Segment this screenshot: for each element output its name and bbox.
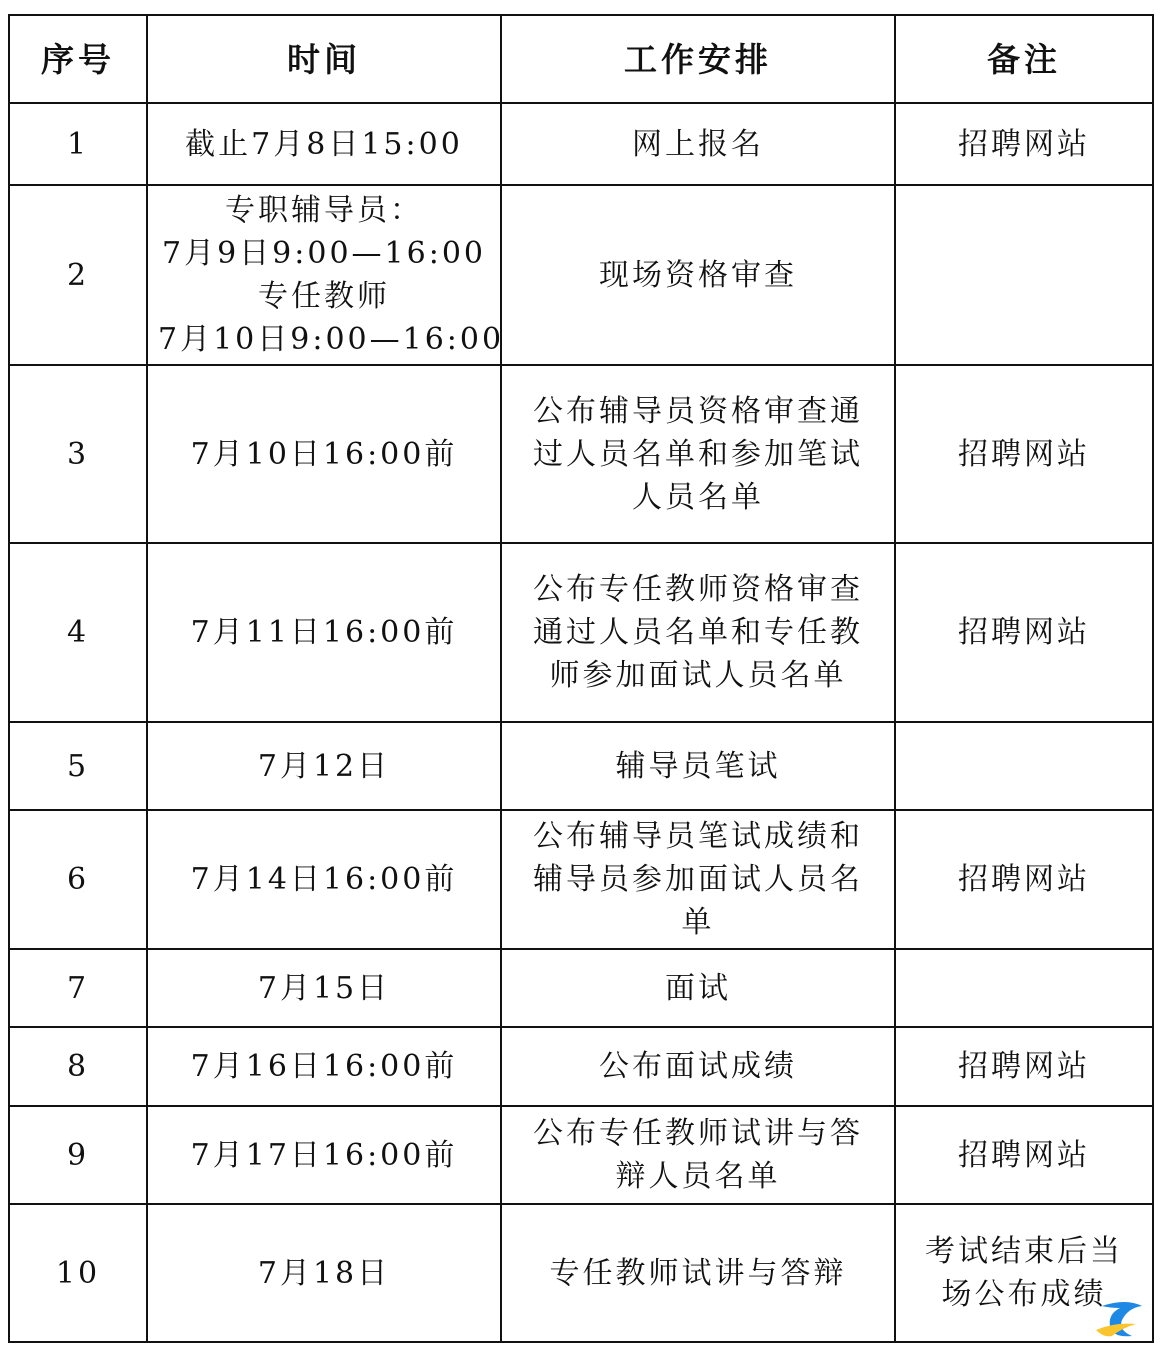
row-time: 7月17日16:00前 bbox=[147, 1106, 501, 1204]
table-row bbox=[9, 1106, 1153, 1204]
row-task: 公布面试成绩 bbox=[501, 1027, 895, 1106]
row-time bbox=[147, 185, 505, 365]
row-note: 招聘网站 bbox=[895, 103, 1153, 185]
task-line: 单 bbox=[681, 905, 715, 940]
watermark-logo-icon bbox=[1092, 1296, 1152, 1342]
row-no: 3 bbox=[9, 365, 147, 543]
row-time: 截止7月8日15:00 bbox=[147, 103, 501, 185]
row-time: 7月15日 bbox=[147, 949, 501, 1027]
header-note: 备注 bbox=[895, 15, 1153, 103]
header-row bbox=[9, 15, 1153, 103]
note-line: 考试结束后当 bbox=[925, 1234, 1123, 1269]
row-note: 招聘网站 bbox=[895, 365, 1153, 543]
row-task bbox=[501, 1106, 895, 1204]
task-line: 辩人员名单 bbox=[615, 1159, 781, 1194]
table-row bbox=[9, 722, 1153, 810]
row-time: 7月16日16:00前 bbox=[147, 1027, 501, 1106]
task-line: 人员名单 bbox=[632, 479, 764, 515]
table-row bbox=[9, 1027, 1153, 1106]
row-no: 7 bbox=[9, 949, 147, 1027]
row-no: 6 bbox=[9, 810, 147, 949]
row-task bbox=[501, 543, 895, 722]
time-line: 7月9日9:00—16:00 bbox=[162, 236, 486, 271]
row-note bbox=[895, 185, 1153, 365]
table-row bbox=[9, 949, 1153, 1027]
row-task bbox=[501, 810, 895, 949]
note-line: 场公布成绩 bbox=[941, 1277, 1107, 1312]
row-no: 5 bbox=[9, 722, 147, 810]
row-no: 9 bbox=[9, 1106, 147, 1204]
row-task: 专任教师试讲与答辩 bbox=[501, 1204, 895, 1342]
table-row bbox=[9, 810, 1153, 949]
table-row bbox=[9, 543, 1153, 722]
table-row bbox=[9, 1204, 1153, 1342]
row-time: 7月11日16:00前 bbox=[147, 543, 501, 722]
row-note: 招聘网站 bbox=[895, 1027, 1153, 1106]
time-line: 专任教师 bbox=[258, 279, 390, 314]
row-task: 辅导员笔试 bbox=[501, 722, 895, 810]
row-time: 7月18日 bbox=[147, 1204, 501, 1342]
header-task: 工作安排 bbox=[501, 15, 895, 103]
row-no: 8 bbox=[9, 1027, 147, 1106]
table-row bbox=[9, 185, 1153, 365]
row-no: 2 bbox=[9, 185, 147, 365]
row-note: 招聘网站 bbox=[895, 543, 1153, 722]
task-line: 通过人员名单和专任教 bbox=[533, 615, 863, 650]
row-task: 网上报名 bbox=[501, 103, 895, 185]
row-no: 10 bbox=[9, 1204, 147, 1342]
table-row bbox=[9, 103, 1153, 185]
time-line: 7月10日9:00—16:00 bbox=[158, 322, 505, 357]
row-task: 面试 bbox=[501, 949, 895, 1027]
task-line: 公布辅导员笔试成绩和 bbox=[533, 819, 863, 854]
task-line: 公布专任教师试讲与答 bbox=[533, 1116, 863, 1151]
row-time: 7月12日 bbox=[147, 722, 501, 810]
task-line: 师参加面试人员名单 bbox=[549, 658, 847, 693]
task-line: 公布专任教师资格审查 bbox=[533, 572, 863, 607]
watermark-swoosh-yellow bbox=[1096, 1324, 1136, 1337]
row-time: 7月10日16:00前 bbox=[147, 365, 501, 543]
row-time: 7月14日16:00前 bbox=[147, 810, 501, 949]
header-time: 时间 bbox=[147, 15, 501, 103]
table-row bbox=[9, 365, 1153, 543]
row-note: 招聘网站 bbox=[895, 1106, 1153, 1204]
header-no: 序号 bbox=[9, 15, 147, 103]
row-task: 现场资格审查 bbox=[501, 185, 895, 365]
time-line: 专职辅导员： bbox=[225, 193, 423, 228]
row-no: 4 bbox=[9, 543, 147, 722]
task-line: 公布辅导员资格审查通 bbox=[533, 393, 863, 429]
row-note bbox=[895, 722, 1153, 810]
row-no: 1 bbox=[9, 103, 147, 185]
row-note: 招聘网站 bbox=[895, 810, 1153, 949]
row-note bbox=[895, 949, 1153, 1027]
task-line: 辅导员参加面试人员名 bbox=[533, 862, 863, 897]
schedule-table bbox=[8, 14, 1154, 1343]
row-task bbox=[501, 365, 895, 543]
task-line: 过人员名单和参加笔试 bbox=[533, 436, 863, 472]
